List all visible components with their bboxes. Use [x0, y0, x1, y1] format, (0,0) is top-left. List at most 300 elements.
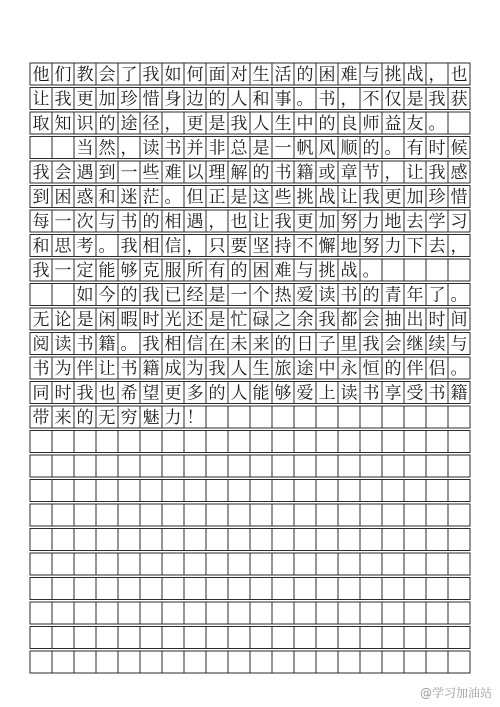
grid-char: 加: [406, 187, 424, 208]
grid-row: [30, 480, 470, 502]
grid-char: 经: [186, 285, 204, 306]
grid-char: 。: [384, 138, 402, 159]
grid-char: 恒: [362, 359, 380, 379]
grid-row: [30, 137, 470, 159]
grid-char: 的: [208, 383, 226, 404]
grid-char: 服: [164, 261, 182, 281]
grid-char: 我: [76, 383, 94, 404]
grid-char: 读: [340, 383, 358, 404]
grid-char: 。: [450, 359, 468, 379]
grid-char: 生: [252, 65, 270, 85]
grid-char: 边: [186, 89, 204, 110]
grid-char: 非: [208, 138, 226, 159]
grid-char: 知: [54, 114, 72, 134]
grid-char: 书: [274, 163, 292, 183]
grid-char: 惑: [76, 187, 94, 208]
grid-char: 未: [230, 334, 248, 355]
grid-char: 还: [186, 310, 204, 330]
grid-char: 中: [296, 114, 314, 134]
grid-char: 的: [362, 138, 380, 159]
grid-char: 遇: [186, 212, 204, 232]
grid-char: 旅: [274, 359, 292, 379]
grid-char: 和: [252, 89, 270, 110]
grid-char: 迷: [120, 187, 138, 208]
grid-char: ，: [428, 65, 446, 85]
grid-char: 懈: [318, 236, 336, 257]
grid-char: 是: [208, 310, 226, 330]
grid-char: 克: [142, 261, 160, 281]
grid-char: 。: [450, 285, 468, 306]
grid-char: 和: [32, 236, 50, 257]
grid-char: 的: [362, 285, 380, 306]
grid-char: 师: [362, 114, 380, 134]
grid-char: 更: [296, 212, 314, 232]
grid-char: 取: [32, 114, 50, 134]
grid-char: 是: [208, 285, 226, 306]
grid-char: 珍: [428, 187, 446, 208]
grid-char: 籍: [296, 163, 314, 183]
grid-row: [30, 431, 470, 453]
grid-row: [30, 651, 470, 673]
grid-char: 茫: [142, 187, 160, 208]
grid-char: 一: [274, 138, 292, 159]
grid-char: 青: [384, 285, 402, 306]
grid-row: [30, 112, 470, 134]
grid-char: 之: [274, 310, 292, 330]
grid-char: ，: [120, 138, 138, 159]
grid-row: [30, 161, 470, 183]
grid-char: 时: [428, 138, 446, 159]
grid-char: 获: [450, 89, 468, 110]
grid-char: 的: [120, 285, 138, 306]
grid-char: 会: [362, 310, 380, 330]
grid-char: 我: [142, 285, 160, 306]
grid-char: 更: [186, 114, 204, 134]
grid-char: 我: [428, 89, 446, 110]
grid-char: 时: [54, 383, 72, 404]
grid-char: 些: [274, 187, 292, 208]
grid-row: [30, 235, 470, 257]
grid-char: 够: [120, 261, 138, 281]
grid-char: 的: [230, 261, 248, 281]
grid-char: ，: [186, 236, 204, 257]
grid-char: 伴: [76, 359, 94, 379]
grid-char: 。: [98, 236, 116, 257]
grid-char: 章: [340, 163, 358, 183]
grid-char: 我: [120, 236, 138, 257]
grid-char: 读: [142, 138, 160, 159]
grid-row: [30, 308, 470, 330]
grid-char: 对: [230, 65, 248, 85]
grid-char: 地: [340, 236, 358, 257]
grid-char: 同: [32, 383, 50, 404]
grid-char: 也: [450, 65, 468, 85]
grid-char: 受: [406, 383, 424, 404]
grid-char: 为: [54, 359, 72, 379]
grid-char: 抽: [384, 310, 402, 330]
grid-char: 够: [274, 383, 292, 404]
grid-char: 困: [318, 65, 336, 85]
grid-char: 让: [406, 163, 424, 183]
grid-char: 我: [142, 334, 160, 355]
grid-char: 书: [164, 138, 182, 159]
grid-char: 但: [186, 187, 204, 208]
grid-char: 是: [252, 138, 270, 159]
grid-char: 力: [384, 236, 402, 257]
grid-char: 时: [142, 310, 160, 330]
grid-char: 学: [428, 212, 446, 232]
grid-char: 伴: [406, 359, 424, 379]
grid-char: 里: [340, 334, 358, 355]
grid-char: 读: [318, 285, 336, 306]
grid-char: 穷: [120, 408, 138, 428]
grid-char: 无: [98, 408, 116, 428]
grid-char: 继: [406, 334, 424, 355]
grid-char: 正: [208, 187, 226, 208]
grid-char: 习: [450, 212, 468, 232]
grid-char: 途: [120, 114, 138, 134]
grid-char: ，: [450, 236, 468, 257]
grid-char: 我: [32, 163, 50, 183]
grid-char: 子: [318, 334, 336, 355]
grid-char: 热: [274, 285, 292, 306]
grid-char: 爱: [296, 383, 314, 404]
grid-char: 相: [142, 236, 160, 257]
grid-char: 时: [428, 310, 446, 330]
grid-char: 更: [384, 187, 402, 208]
grid-row: [30, 210, 470, 232]
grid-char: 我: [54, 89, 72, 110]
grid-char: 带: [32, 408, 50, 428]
grid-row: [30, 186, 470, 208]
grid-char: 的: [318, 114, 336, 134]
grid-char: 我: [32, 261, 50, 281]
grid-char: 人: [230, 383, 248, 404]
grid-char: ！: [186, 408, 204, 428]
grid-char: 坚: [252, 236, 270, 257]
grid-char: 更: [164, 383, 182, 404]
grid-char: 碌: [252, 310, 270, 330]
grid-row: [30, 63, 470, 85]
grid-char: 书: [32, 359, 50, 379]
grid-char: 难: [340, 65, 358, 85]
grid-char: 去: [428, 236, 446, 257]
grid-char: 加: [98, 89, 116, 110]
grid-char: 难: [164, 163, 182, 183]
grid-row: [30, 406, 470, 428]
grid-char: 并: [186, 138, 204, 159]
grid-char: 感: [450, 163, 468, 183]
grid-char: 加: [318, 212, 336, 232]
grid-char: 籍: [142, 359, 160, 379]
grid-char: 地: [384, 212, 402, 232]
grid-char: 身: [164, 89, 182, 110]
grid-char: 我: [142, 65, 160, 85]
grid-char: 让: [252, 212, 270, 232]
grid-row: [30, 88, 470, 110]
grid-char: 益: [384, 114, 402, 134]
grid-char: 。: [428, 114, 446, 134]
grid-char: 的: [252, 163, 270, 183]
grid-char: 在: [208, 334, 226, 355]
grid-char: 然: [98, 138, 116, 159]
grid-char: 持: [274, 236, 292, 257]
grid-char: 理: [208, 163, 226, 183]
grid-char: 如: [164, 65, 182, 85]
grid-char: 出: [406, 310, 424, 330]
grid-char: 当: [76, 138, 94, 159]
grid-char: 年: [406, 285, 424, 306]
grid-char: 去: [406, 212, 424, 232]
grid-char: 已: [164, 285, 182, 306]
grid-char: 也: [98, 383, 116, 404]
grid-char: 帆: [296, 138, 314, 159]
grid-char: 思: [54, 236, 72, 257]
grid-char: 让: [98, 359, 116, 379]
grid-char: 与: [296, 261, 314, 281]
grid-row: [30, 382, 470, 404]
grid-row: [30, 578, 470, 600]
grid-char: 是: [406, 89, 424, 110]
grid-char: 书: [76, 334, 94, 355]
grid-char: 论: [54, 310, 72, 330]
grid-char: 书: [318, 89, 336, 110]
grid-char: 面: [208, 65, 226, 85]
grid-char: 书: [362, 383, 380, 404]
grid-char: 是: [208, 114, 226, 134]
watermark: @学习加油站: [419, 686, 492, 700]
grid-char: 与: [98, 212, 116, 232]
grid-char: 活: [274, 65, 292, 85]
grid-char: 挑: [384, 65, 402, 85]
grid-char: 魅: [142, 408, 160, 428]
grid-char: 生: [252, 359, 270, 379]
grid-char: 们: [54, 65, 72, 85]
grid-char: 籍: [98, 334, 116, 355]
grid-char: 我: [208, 359, 226, 379]
grid-char: 途: [296, 359, 314, 379]
grid-char: 总: [230, 138, 248, 159]
grid-char: ，: [340, 89, 358, 110]
grid-char: 一: [120, 163, 138, 183]
grid-char: 候: [450, 138, 468, 159]
grid-char: 续: [428, 334, 446, 355]
grid-char: 每: [32, 212, 50, 232]
grid-char: 的: [76, 408, 94, 428]
grid-row: [30, 627, 470, 649]
grid-char: 的: [208, 89, 226, 110]
grid-row: [30, 333, 470, 355]
grid-char: 是: [230, 187, 248, 208]
grid-char: 书: [120, 359, 138, 379]
grid-char: 来: [54, 408, 72, 428]
grid-char: 的: [98, 114, 116, 134]
grid-char: 惜: [450, 187, 468, 208]
grid-char: 顺: [340, 138, 358, 159]
grid-char: 困: [54, 187, 72, 208]
grid-char: 仅: [384, 89, 402, 110]
grid-char: 我: [274, 212, 292, 232]
grid-char: 多: [186, 383, 204, 404]
grid-char: 望: [142, 383, 160, 404]
grid-char: 的: [274, 334, 292, 355]
grid-char: 挑: [318, 261, 336, 281]
grid-char: 的: [384, 359, 402, 379]
grid-char: 享: [384, 383, 402, 404]
grid-char: 次: [76, 212, 94, 232]
grid-char: 我: [230, 114, 248, 134]
grid-char: 余: [296, 310, 314, 330]
grid-char: 读: [54, 334, 72, 355]
grid-char: 战: [318, 187, 336, 208]
grid-char: 解: [230, 163, 248, 183]
grid-char: 暇: [120, 310, 138, 330]
grid-char: 成: [164, 359, 182, 379]
grid-char: 上: [318, 383, 336, 404]
grid-char: 一: [54, 261, 72, 281]
grid-char: 不: [296, 236, 314, 257]
grid-char: 有: [208, 261, 226, 281]
grid-char: 我: [362, 334, 380, 355]
grid-char: 不: [362, 89, 380, 110]
grid-char: 教: [76, 65, 94, 85]
grid-char: 我: [362, 187, 380, 208]
grid-row: [30, 553, 470, 575]
grid-char: 今: [98, 285, 116, 306]
grid-char: 。: [120, 334, 138, 355]
grid-char: 一: [54, 212, 72, 232]
grid-char: 闲: [98, 310, 116, 330]
grid-char: 何: [186, 65, 204, 85]
grid-char: 风: [318, 138, 336, 159]
grid-char: 的: [296, 65, 314, 85]
grid-char: 光: [164, 310, 182, 330]
grid-char: 要: [230, 236, 248, 257]
grid-char: 希: [120, 383, 138, 404]
grid-char: 人: [252, 114, 270, 134]
grid-char: 或: [318, 163, 336, 183]
grid-char: 有: [406, 138, 424, 159]
grid-char: 书: [340, 285, 358, 306]
grid-char: 下: [406, 236, 424, 257]
grid-char: 与: [362, 65, 380, 85]
grid-char: ，: [164, 114, 182, 134]
grid-char: 侣: [428, 359, 446, 379]
grid-char: 努: [340, 212, 358, 232]
grid-char: 友: [406, 114, 424, 134]
grid-char: 惜: [142, 89, 160, 110]
grid-char: 的: [142, 212, 160, 232]
grid-char: 力: [362, 212, 380, 232]
grid-char: 径: [142, 114, 160, 134]
grid-char: 了: [120, 65, 138, 85]
grid-char: 中: [318, 359, 336, 379]
grid-char: 考: [76, 236, 94, 257]
grid-char: 和: [98, 187, 116, 208]
grid-char: 他: [32, 65, 50, 85]
grid-char: 让: [32, 89, 50, 110]
grid-char: 相: [164, 212, 182, 232]
grid-char: ，: [384, 163, 402, 183]
grid-char: 为: [186, 359, 204, 379]
grid-char: 事: [274, 89, 292, 110]
grid-char: 了: [428, 285, 446, 306]
grid-char: 如: [76, 285, 94, 306]
grid-char: 书: [428, 383, 446, 404]
grid-char: 所: [186, 261, 204, 281]
grid-char: 一: [230, 285, 248, 306]
grid-char: ，: [208, 212, 226, 232]
grid-row: [30, 529, 470, 551]
grid-char: 会: [54, 163, 72, 183]
grid-char: 这: [252, 187, 270, 208]
grid-char: 让: [340, 187, 358, 208]
grid-char: 会: [98, 65, 116, 85]
grid-char: 我: [428, 163, 446, 183]
grid-char: 战: [340, 261, 358, 281]
grid-char: 能: [252, 383, 270, 404]
grid-char: 永: [340, 359, 358, 379]
grid-char: 困: [252, 261, 270, 281]
grid-char: 个: [252, 285, 270, 306]
grid-char: 。: [296, 89, 314, 110]
grid-char: 爱: [296, 285, 314, 306]
grid-char: 籍: [450, 383, 468, 404]
grid-char: 信: [186, 334, 204, 355]
grid-char: 相: [164, 334, 182, 355]
grid-char: 无: [32, 310, 50, 330]
grid-char: 遇: [76, 163, 94, 183]
grid-char: 我: [318, 310, 336, 330]
grid-char: 也: [230, 212, 248, 232]
grid-char: 到: [32, 187, 50, 208]
grid-char: 识: [76, 114, 94, 134]
grid-row: [30, 504, 470, 526]
grid-char: 是: [76, 310, 94, 330]
grid-char: 间: [450, 310, 468, 330]
grid-char: 挑: [296, 187, 314, 208]
grid-row: [30, 357, 470, 379]
grid-char: 良: [340, 114, 358, 134]
grid-char: 难: [274, 261, 292, 281]
grid-char: 与: [450, 334, 468, 355]
grid-char: 以: [186, 163, 204, 183]
grid-char: 节: [362, 163, 380, 183]
grid-char: 会: [384, 334, 402, 355]
grid-char: 都: [340, 310, 358, 330]
grid-char: 阅: [32, 334, 50, 355]
grid-char: 力: [164, 408, 182, 428]
grid-char: 。: [164, 187, 182, 208]
grid-char: 忙: [230, 310, 248, 330]
grid-char: 更: [76, 89, 94, 110]
grid-char: 生: [274, 114, 292, 134]
grid-char: 些: [142, 163, 160, 183]
grid-row: [30, 259, 470, 281]
grid-char: 能: [98, 261, 116, 281]
grid-char: 战: [406, 65, 424, 85]
grid-char: 来: [252, 334, 270, 355]
grid-row: [30, 602, 470, 624]
grid-char: 努: [362, 236, 380, 257]
grid-char: 只: [208, 236, 226, 257]
grid-char: 人: [230, 359, 248, 379]
grid-char: 定: [76, 261, 94, 281]
grid-char: 信: [164, 236, 182, 257]
grid-row: [30, 455, 470, 477]
grid-char: 人: [230, 89, 248, 110]
grid-char: 珍: [120, 89, 138, 110]
